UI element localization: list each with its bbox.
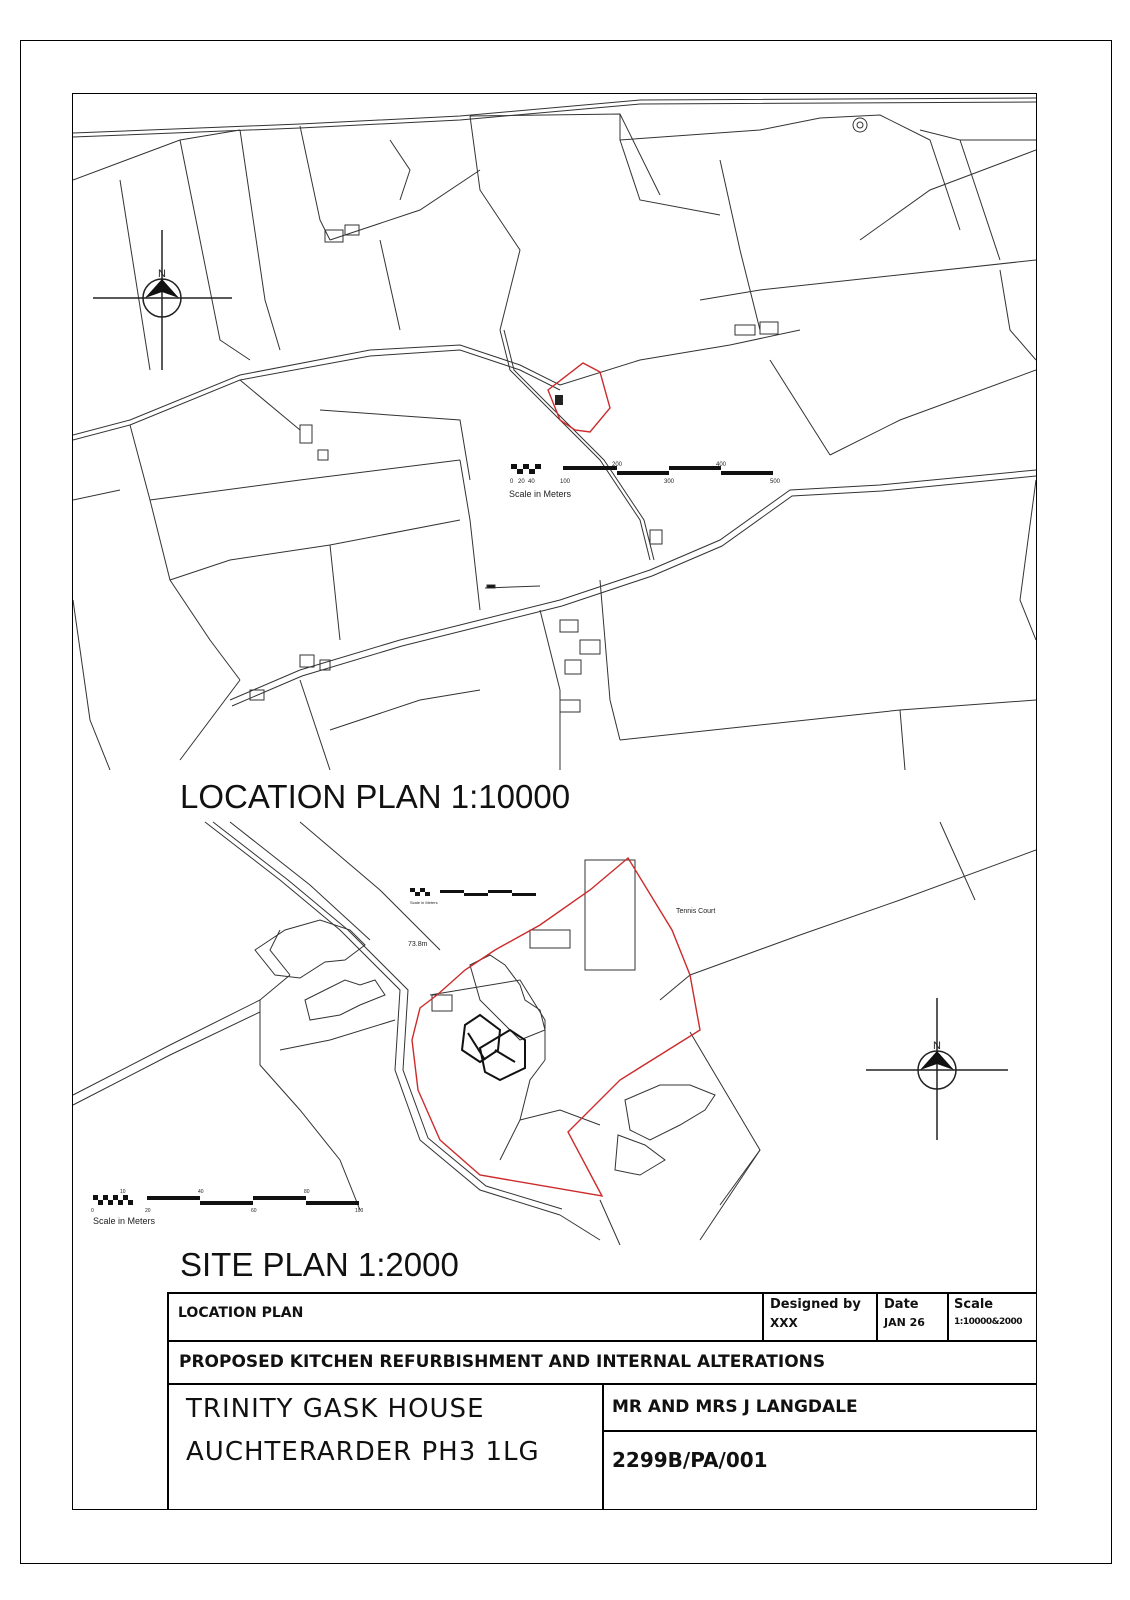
scale-tick: 300 [664, 479, 675, 485]
date-label: Date [884, 1297, 919, 1312]
scale-tick: 100 [560, 479, 571, 485]
client-name: MR AND MRS J LANGDALE [612, 1397, 858, 1417]
date-value: JAN 26 [884, 1316, 925, 1329]
scale-tick: 10 [120, 1189, 126, 1195]
scale-tick: 20 [518, 479, 525, 485]
drawing-title: LOCATION PLAN [178, 1305, 304, 1321]
address-line-1: TRINITY GASK HOUSE [186, 1394, 485, 1424]
house-outline [462, 1015, 525, 1080]
house-marker [555, 395, 563, 405]
drawing-number: 2299B/PA/001 [612, 1448, 768, 1472]
scale-tick: 40 [528, 479, 535, 485]
small-scale-bar-location [485, 585, 540, 588]
site-scale-bar [91, 1189, 364, 1226]
site-boundary [412, 858, 700, 1196]
location-plan-title: LOCATION PLAN 1:10000 [180, 778, 571, 815]
scale-tick: 100 [355, 1208, 364, 1214]
north-label: N [158, 268, 166, 280]
address-line-2: AUCHTERARDER PH3 1LG [186, 1437, 540, 1467]
scale-tick: 400 [716, 462, 727, 468]
scale-tick: 0 [91, 1208, 94, 1214]
scale-tick: 40 [198, 1189, 204, 1195]
small-scale-bar-site [410, 888, 536, 905]
scale-tick: 80 [304, 1189, 310, 1195]
site-plan-map [73, 820, 1036, 1250]
designed-by-label: Designed by [770, 1297, 861, 1312]
scale-tick: 20 [145, 1208, 151, 1214]
scale-tick: 500 [770, 479, 781, 485]
scale-value: 1:10000&2000 [954, 1317, 1023, 1327]
project-description: PROPOSED KITCHEN REFURBISHMENT AND INTERNAL ALTERATIONS [179, 1352, 826, 1372]
designed-by-value: XXX [770, 1316, 798, 1330]
tennis-court-label: Tennis Court [676, 908, 716, 915]
location-plan-map [73, 94, 1036, 770]
spot-height: 73.8m [408, 941, 428, 948]
scale-tick: 200 [612, 462, 623, 468]
scale-label: Scale [954, 1297, 994, 1312]
scale-caption: Scale in Meters [93, 1216, 156, 1226]
site-plan-title: SITE PLAN 1:2000 [180, 1246, 459, 1283]
small-scale-caption: Scale in Meters [410, 900, 438, 905]
scale-caption: Scale in Meters [509, 489, 572, 499]
north-label: N [933, 1040, 941, 1052]
north-arrow-location [93, 230, 232, 370]
north-arrow-site [866, 998, 1008, 1140]
scale-tick: 0 [510, 479, 514, 485]
location-scale-bar [509, 462, 781, 499]
scale-tick: 60 [251, 1208, 257, 1214]
